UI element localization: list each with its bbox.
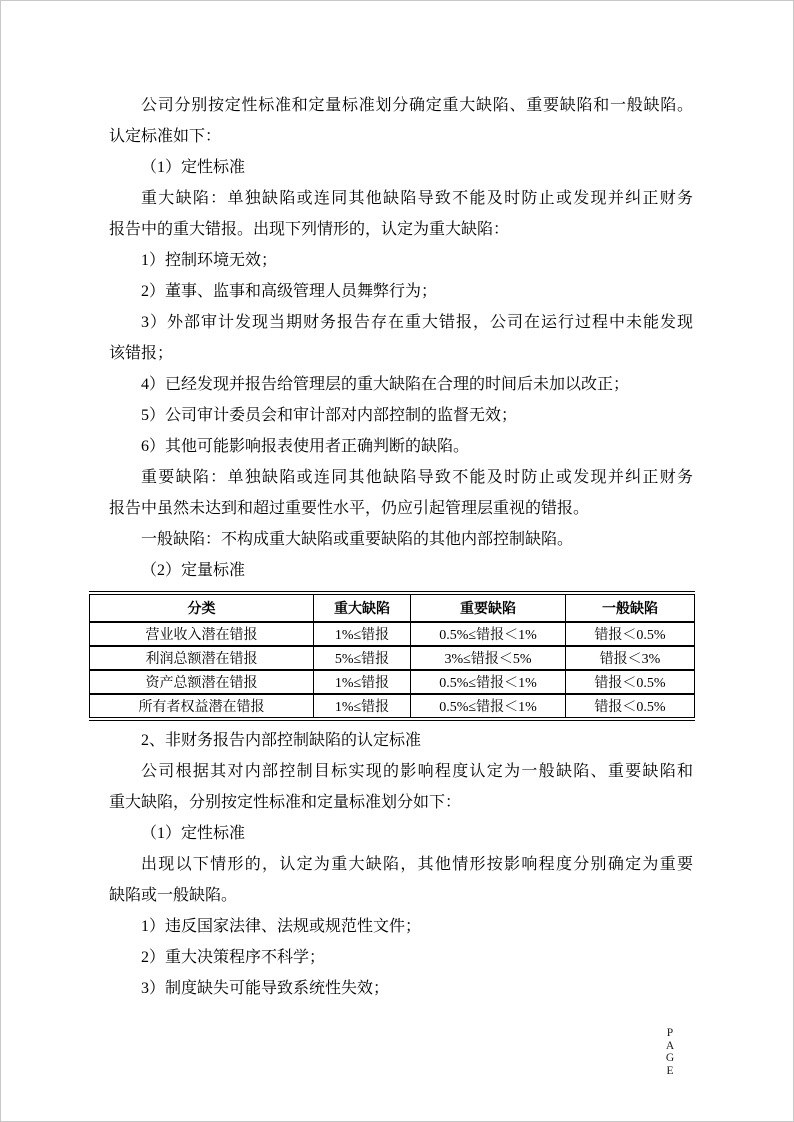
- table-cell: 营业收入潜在错报: [90, 622, 314, 646]
- table-cell: 错报＜3%: [566, 646, 695, 670]
- table-cell: 资产总额潜在错报: [90, 670, 314, 694]
- table-row: [90, 622, 695, 646]
- text-line: 1）违反国家法律、法规或规范性文件；: [141, 918, 422, 935]
- document-body: [109, 90, 693, 1004]
- table-cell: 5%≤错报: [314, 646, 411, 670]
- table-row: [90, 694, 695, 719]
- table-cell: 0.5%≤错报＜1%: [411, 670, 566, 694]
- text-line: 报告中虽然未达到和超过重要性水平，仍应引起管理层重视的错报。: [109, 500, 590, 517]
- table-column-header: 重要缺陷: [411, 593, 566, 622]
- text-line: 3）外部审计发现当期财务报告存在重大错报，公司在运行过程中未能发现: [141, 314, 693, 331]
- page-field-letter: E: [666, 1064, 674, 1077]
- text-line: 报告中的重大错报。出现下列情形的，认定为重大缺陷：: [109, 221, 510, 238]
- text-line: （1）定性标准: [141, 825, 246, 842]
- page-number-field: [662, 1027, 678, 1077]
- table-cell: 错报＜0.5%: [566, 622, 695, 646]
- text-line: 6）其他可能影响报表使用者正确判断的缺陷。: [141, 438, 470, 455]
- text-line: 缺陷或一般缺陷。: [109, 887, 238, 904]
- text-line: 2、非财务报告内部控制缺陷的认定标准: [141, 732, 422, 749]
- table-cell: 错报＜0.5%: [566, 694, 695, 719]
- table-cell: 利润总额潜在错报: [90, 646, 314, 670]
- text-line: 公司根据其对内部控制目标实现的影响程度认定为一般缺陷、重要缺陷和: [141, 763, 693, 780]
- table-cell: 错报＜0.5%: [566, 670, 695, 694]
- page-field-letter: A: [665, 1039, 675, 1052]
- text-line: （1）定性标准: [141, 159, 246, 176]
- table-cell: 所有者权益潜在错报: [90, 694, 314, 719]
- text-line: 一般缺陷：不构成重大缺陷或重要缺陷的其他内部控制缺陷。: [141, 531, 574, 548]
- text-line: 公司分别按定性标准和定量标准划分确定重大缺陷、重要缺陷和一般缺陷。: [141, 97, 693, 114]
- table-header-row: [90, 593, 695, 622]
- table-cell: 3%≤错报＜5%: [411, 646, 566, 670]
- text-line: 重大缺陷：单独缺陷或连同其他缺陷导致不能及时防止或发现并纠正财务: [141, 190, 693, 207]
- text-line: 4）已经发现并报告给管理层的重大缺陷在合理的时间后未加以改正；: [141, 376, 630, 393]
- table-column-header: 重大缺陷: [314, 593, 411, 622]
- table-cell: 0.5%≤错报＜1%: [411, 694, 566, 719]
- table-row: [90, 670, 695, 694]
- table-cell: 0.5%≤错报＜1%: [411, 622, 566, 646]
- table-column-header: 一般缺陷: [566, 593, 695, 622]
- paragraph-block-nonfinancial-criteria: [109, 725, 693, 1004]
- text-line: 2）董事、监事和高级管理人员舞弊行为；: [141, 283, 438, 300]
- text-line: 3）制度缺失可能导致系统性失效；: [141, 980, 390, 997]
- quantitative-criteria-table: [89, 591, 695, 721]
- text-line: 2）重大决策程序不科学；: [141, 949, 326, 966]
- text-line: 5）公司审计委员会和审计部对内部控制的监督无效；: [141, 407, 518, 424]
- table-row: [90, 646, 695, 670]
- table-column-header: 分类: [90, 593, 314, 622]
- text-line: 重要缺陷：单独缺陷或连同其他缺陷导致不能及时防止或发现并纠正财务: [141, 469, 693, 486]
- page-field-letter: P: [666, 1027, 674, 1039]
- text-line: 出现以下情形的，认定为重大缺陷，其他情形按影响程度分别确定为重要: [141, 856, 693, 873]
- text-line: 认定标准如下：: [109, 128, 222, 145]
- paragraph-block-financial-criteria: [109, 90, 693, 586]
- text-line: （2）定量标准: [141, 562, 246, 579]
- table-cell: 1%≤错报: [314, 694, 411, 719]
- text-line: 重大缺陷，分别按定性标准和定量标准划分如下：: [109, 794, 462, 811]
- table-cell: 1%≤错报: [314, 670, 411, 694]
- text-line: 该错报；: [109, 345, 174, 362]
- text-line: 1）控制环境无效；: [141, 252, 278, 269]
- page-field-letter: G: [665, 1052, 675, 1064]
- table-cell: 1%≤错报: [314, 622, 411, 646]
